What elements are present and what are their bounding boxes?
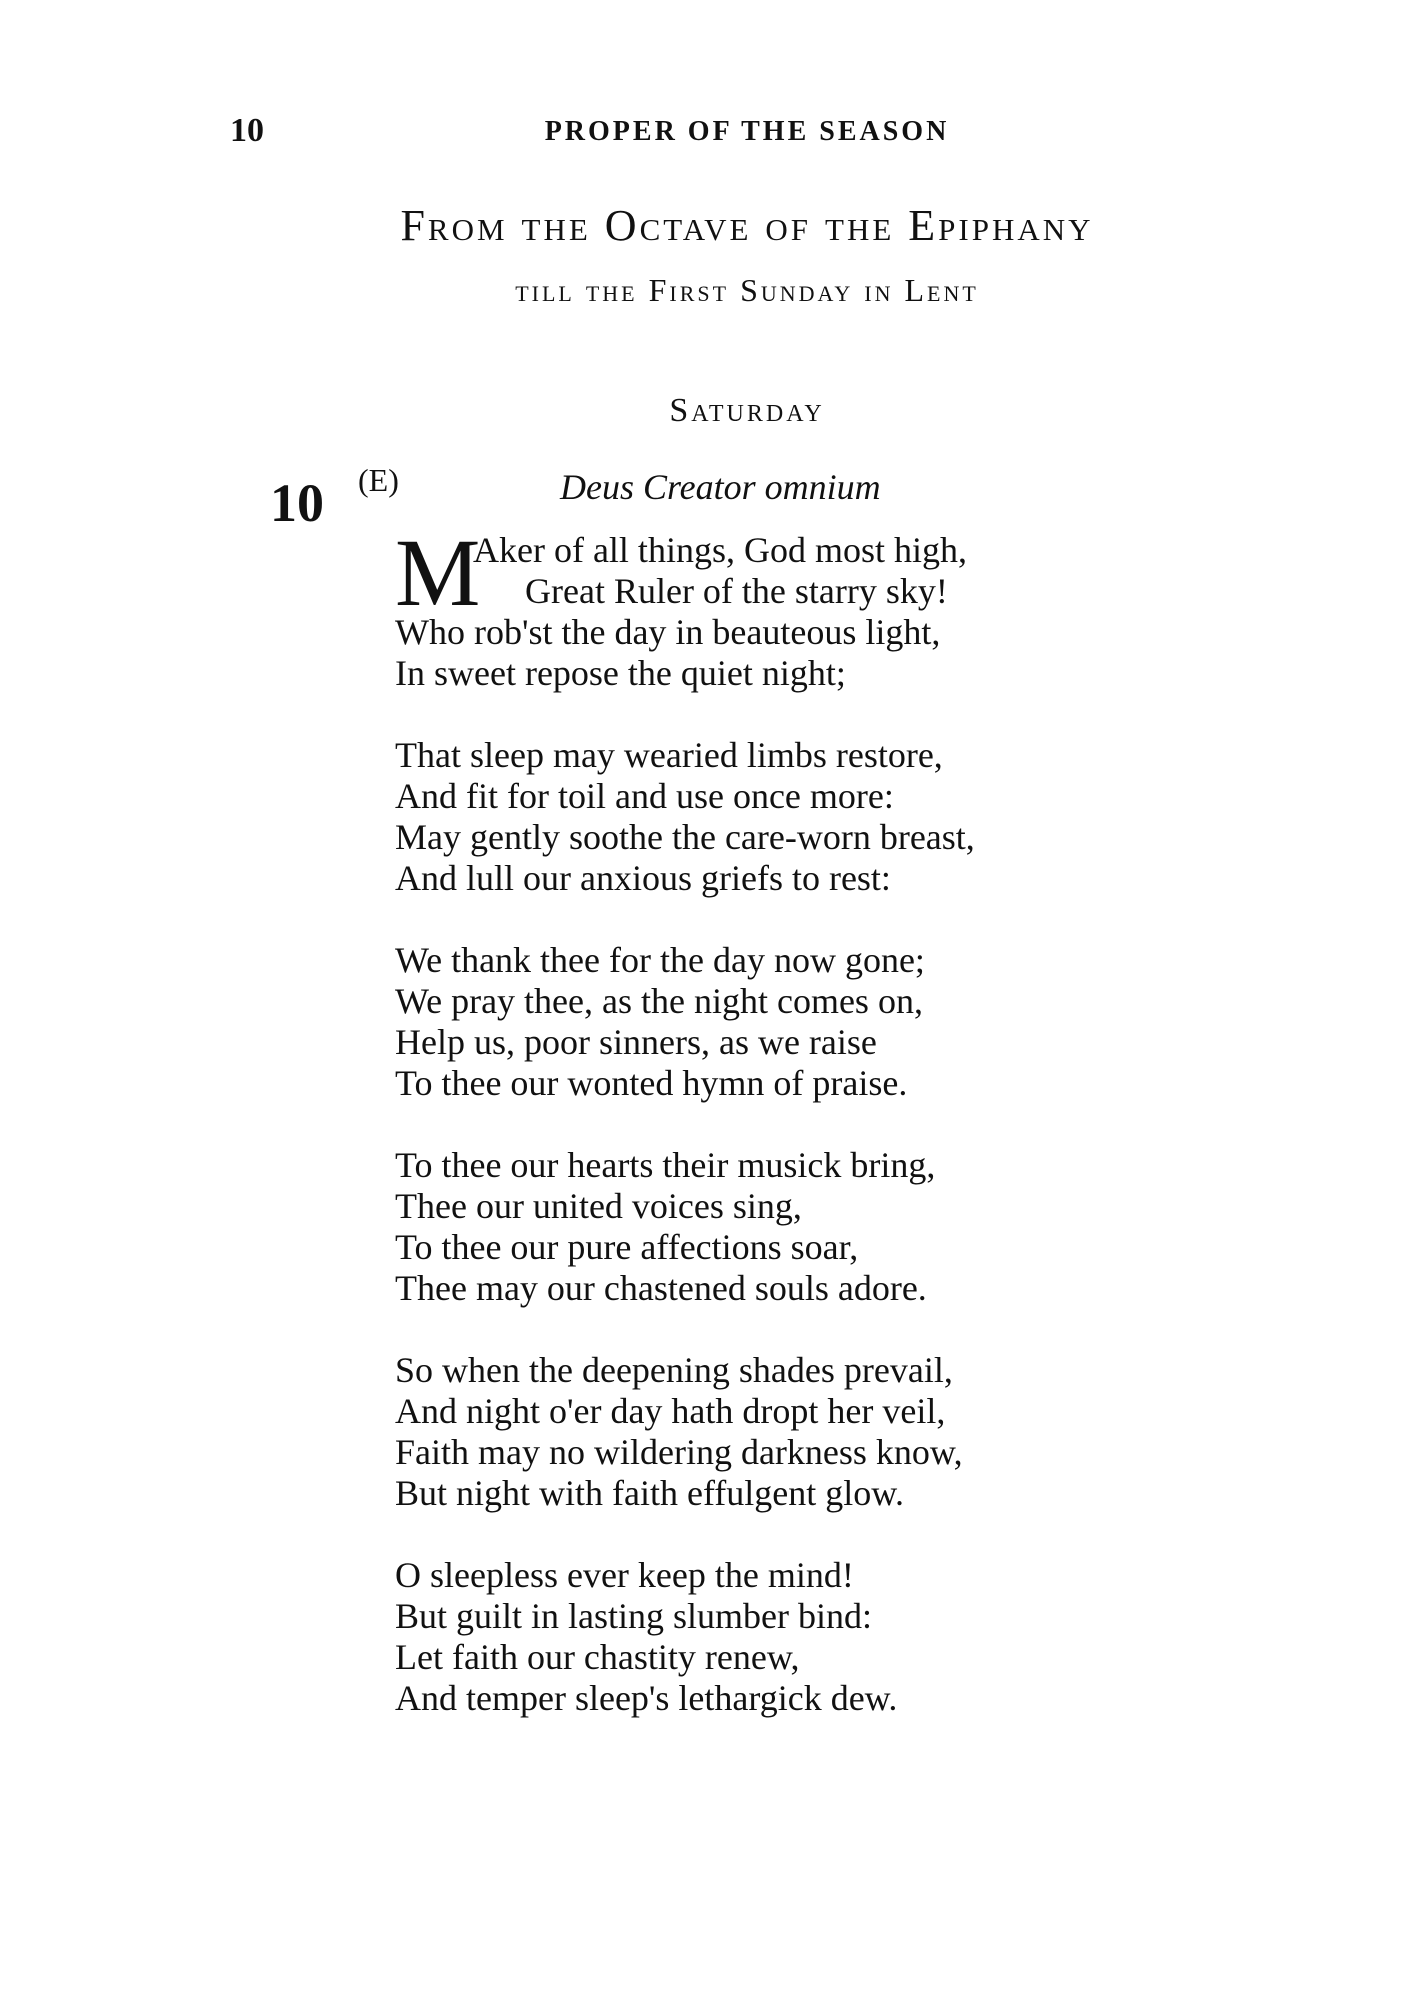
stanza — [395, 1350, 1295, 1514]
verse-line: So when the deepening shades prevail, — [395, 1350, 953, 1390]
verse-line: Help us, poor sinners, as we raise — [395, 1022, 877, 1062]
verse-line: And lull our anxious griefs to rest: — [395, 858, 891, 898]
verse-line: Faith may no wildering darkness know, — [395, 1432, 963, 1472]
day-heading: Saturday — [669, 392, 825, 429]
verse-line: Thee may our chastened souls adore. — [395, 1268, 927, 1308]
hymn-text — [395, 519, 1295, 1760]
verse-line: To thee our pure affections soar, — [395, 1227, 859, 1267]
verse-line: To thee our wonted hymn of praise. — [395, 1063, 908, 1103]
verse-line: To thee our hearts their musick bring, — [395, 1145, 936, 1185]
verse-line: And night o'er day hath dropt her veil, — [395, 1391, 946, 1431]
verse-line: We thank thee for the day now gone; — [395, 940, 925, 980]
drop-cap: M — [395, 519, 481, 626]
hymn-number: 10 — [270, 473, 324, 533]
verse-line: Who rob'st the day in beauteous light, — [395, 612, 941, 652]
hymn-tune-marker: (E) — [358, 462, 399, 498]
verse-line: In sweet repose the quiet night; — [395, 653, 846, 693]
stanza — [395, 519, 1295, 694]
verse-line: And temper sleep's lethargick dew. — [395, 1678, 898, 1718]
verse-line: O sleepless ever keep the mind! — [395, 1555, 854, 1595]
verse-line: Aker of all things, God most high, — [473, 530, 967, 570]
stanza — [395, 1145, 1295, 1309]
verse-line: Let faith our chastity renew, — [395, 1637, 800, 1677]
verse-line: Great Ruler of the starry sky! — [525, 571, 948, 611]
verse-line: We pray thee, as the night comes on, — [395, 981, 923, 1021]
verse-line: Thee our united voices sing, — [395, 1186, 802, 1226]
verse-line: May gently soothe the care-worn breast, — [395, 817, 975, 857]
verse-line: And fit for toil and use once more: — [395, 776, 894, 816]
hymn-title: Deus Creator omnium — [560, 467, 881, 507]
section-subtitle: till the First Sunday in Lent — [515, 272, 979, 308]
running-head: PROPER OF THE SEASON — [544, 116, 950, 147]
verse-line: That sleep may wearied limbs restore, — [395, 735, 943, 775]
page-number: 10 — [230, 112, 264, 149]
stanza — [395, 1555, 1295, 1719]
verse-line: But guilt in lasting slumber bind: — [395, 1596, 872, 1636]
section-title: From the Octave of the Epiphany — [400, 201, 1094, 250]
stanza — [395, 940, 1295, 1104]
stanza — [395, 735, 1295, 899]
verse-line: But night with faith effulgent glow. — [395, 1473, 904, 1513]
